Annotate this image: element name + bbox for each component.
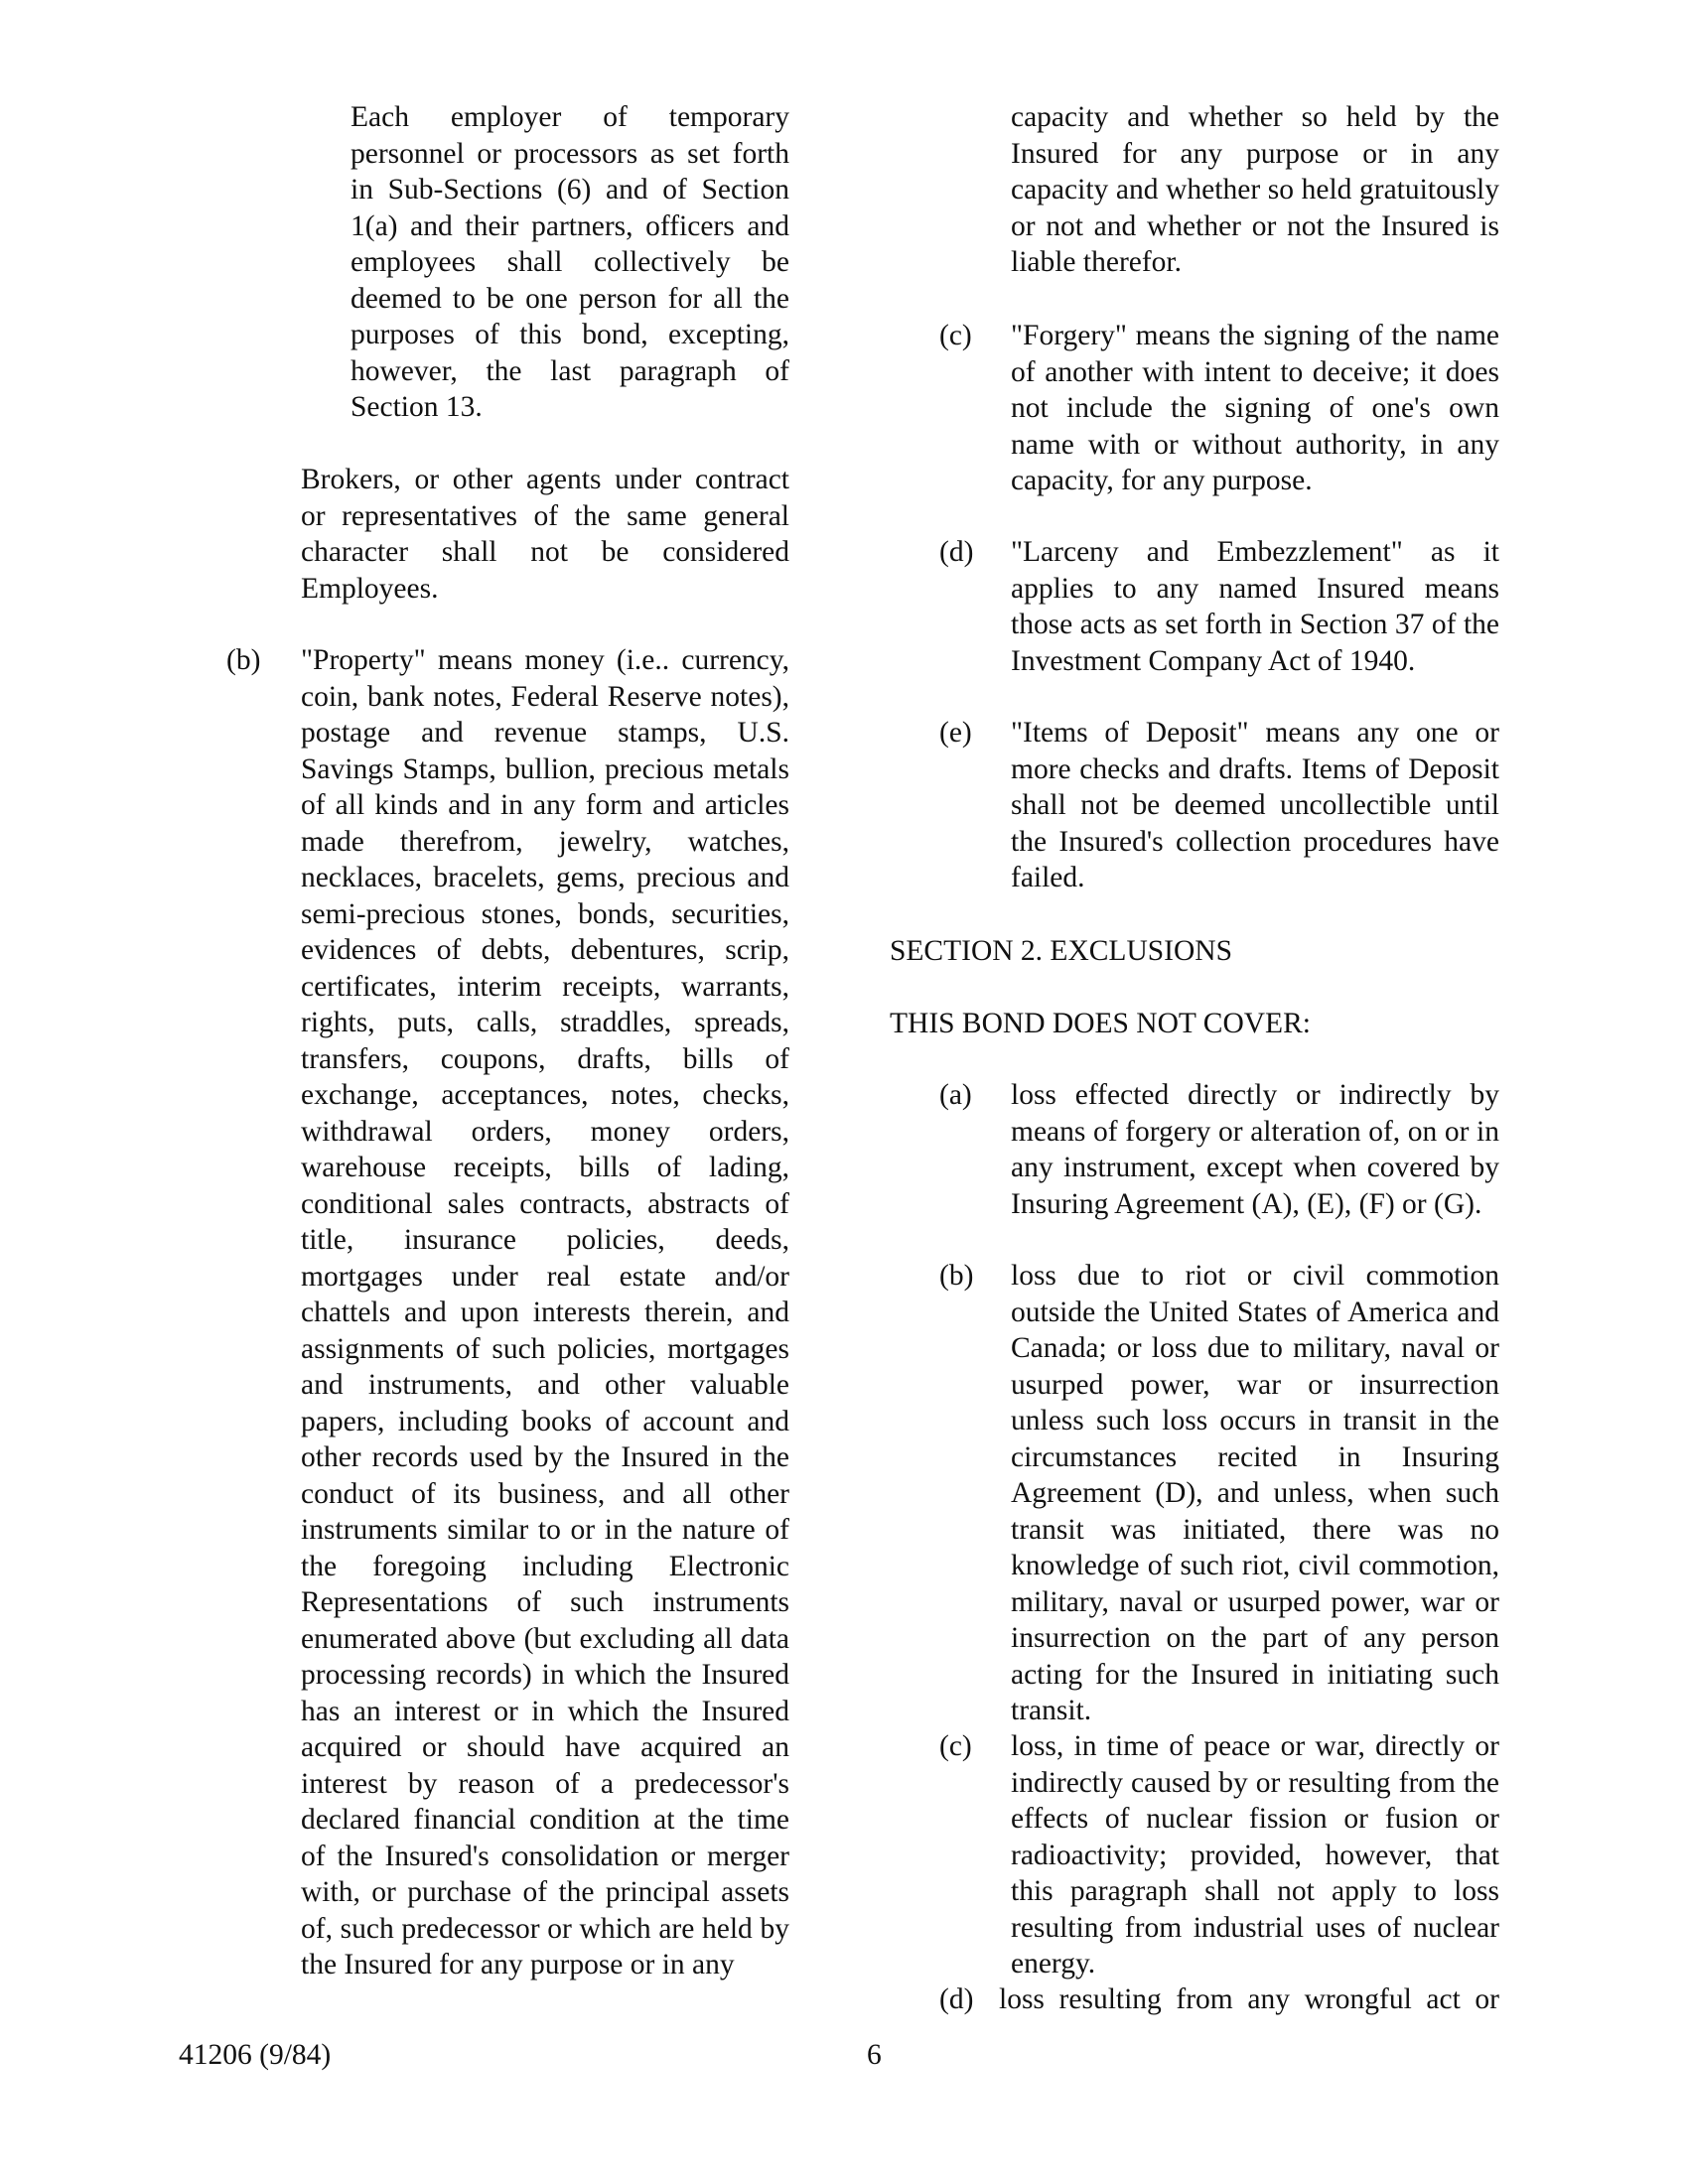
item-c-label: (c) — [939, 320, 972, 351]
exclusion-c-label: (c) — [939, 1730, 972, 1762]
employer-paragraph: Each employer of temporary personnel or processors as set forth in Sub-Sections (6) and of Section 1(a) and their partners, officers and employees shall collectively be deemed to be one person for all the purposes of this bond, excepting, however, the last paragraph of Section 13. — [351, 101, 789, 423]
page-number: 6 — [867, 2039, 882, 2071]
forgery-definition: "Forgery" means the signing of the name of another with intent to deceive; it does not include the signing of one's own name with or without authority, in any capacity, for any purpose. — [1011, 320, 1499, 496]
larceny-definition: "Larceny and Embezzlement" as it applies to any named Insured means those acts as set forth in Section 37 of the Investment Company Act of 1940. — [1011, 536, 1499, 677]
exclusion-a-label: (a) — [939, 1079, 972, 1111]
items-of-deposit-definition: "Items of Deposit" means any one or more checks and drafts. Items of Deposit shall not be deemed uncollectible until the Insured's collection procedures have failed. — [1011, 717, 1499, 893]
capacity-continuation: capacity and whether so held by the Insured for any purpose or in any capacity and whether so held gratuitously or not and whether or not the Insured is liable therefor. — [1011, 101, 1499, 278]
item-d-label: (d) — [939, 536, 974, 568]
exclusion-c-text: loss, in time of peace or war, directly or indirectly caused by or resulting from the effects of nuclear fission or fusion or radioactivity; provided, however, that this paragraph shall not apply to loss resulting from industrial uses of nuclear energy. — [1011, 1730, 1499, 1979]
item-e-label: (e) — [939, 717, 972, 749]
brokers-paragraph: Brokers, or other agents under contract or representatives of the same general character shall not be considered Employees. — [301, 464, 789, 605]
exclusion-d-label: (d) — [939, 1983, 974, 2015]
exclusion-b-text: loss due to riot or civil commotion outside the United States of America and Canada; or loss due to military, naval or usurped power, war or insurrection unless such loss occurs in transit in the circumstances recited in Insuring Agreement (D), and unless, when such transit was initiated, there was no knowledge of such riot, civil commotion, military, naval or usurped power, war or insurrection on the part of any person acting for the Insured in initiating such transit. — [1011, 1260, 1499, 1726]
form-number: 41206 (9/84) — [179, 2039, 332, 2071]
exclusion-a-text: loss effected directly or indirectly by means of forgery or alteration of, on or in any instrument, except when covered by Insuring Agreement (A), (E), (F) or (G). — [1011, 1079, 1499, 1220]
item-b-label: (b) — [226, 644, 261, 676]
section-2-heading: SECTION 2. EXCLUSIONS — [890, 935, 1232, 967]
property-definition: "Property" means money (i.e.. currency, coin, bank notes, Federal Reserve notes), postage and revenue stamps, U.S. Savings Stamps, bullion, precious metals of all kinds and in any form and articles made therefrom, jewelry, watches, necklaces, bracelets, gems, precious and semi-precious stones, bonds, securities, evidences of debts, debentures, scrip, certificates, interim receipts, warrants, rights, puts, calls, straddles, spreads, transfers, coupons, drafts, bills of exchange, acceptances, notes, checks, withdrawal orders, money orders, warehouse receipts, bills of lading, conditional sales contracts, abstracts of title, insurance policies, deeds, mortgages under real estate and/or chattels and upon interests therein, and assignments of such policies, mortgages and instruments, and other valuable papers, including books of account and other records used by the Insured in the conduct of its business, and all other instruments similar to or in the nature of the foregoing including Electronic Representations of such instruments enumerated above (but excluding all data processing records) in which the Insured has an interest or in which the Insured acquired or should have acquired an interest by reason of a predecessor's declared financial condition at the time of the Insured's consolidation or merger with, or purchase of the principal assets of, such predecessor or which are held by the Insured for any purpose or in any — [301, 644, 789, 1980]
exclusions-subheading: THIS BOND DOES NOT COVER: — [890, 1008, 1311, 1039]
exclusion-d-text: loss resulting from any wrongful act or — [999, 1983, 1499, 2015]
exclusion-b-label: (b) — [939, 1260, 974, 1292]
